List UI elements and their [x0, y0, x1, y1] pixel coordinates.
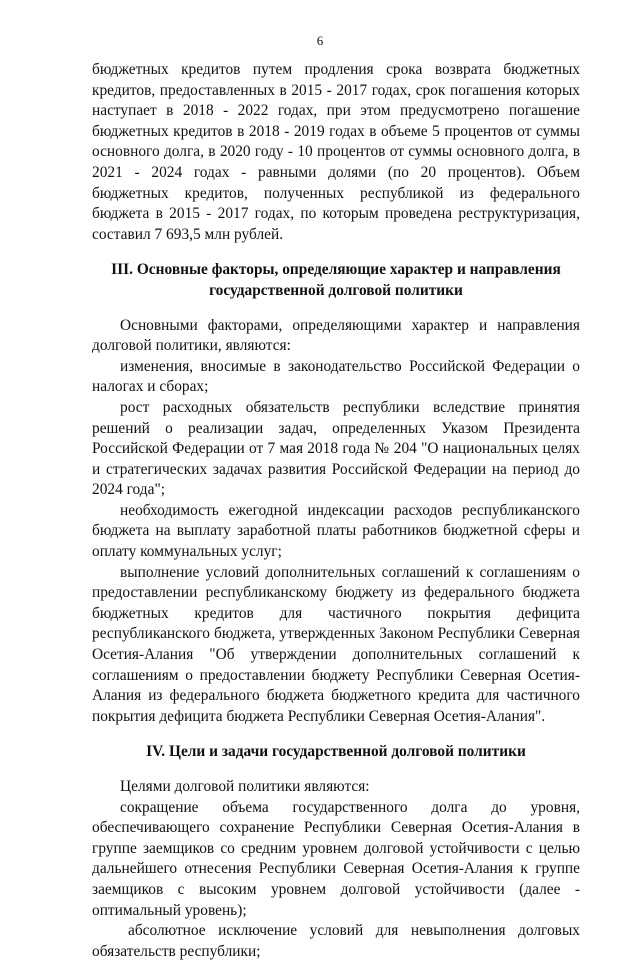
section-3-intro: Основными факторами, определяющими характер и направления долговой политики, являются: — [92, 316, 580, 355]
page-number: 6 — [316, 33, 324, 48]
section-4-item: сокращение объема государственного долга до уровня, обеспечивающего сохранение Республики Северная Осетия-Алания в группе заемщиков со средним уровнем долговой устойчивости с целью дальнейшего отнесения Республики Северная Осетия-Алания к группе заемщиков с высоким уровнем долговой устойчивости (далее - оптимальный уровень); — [92, 798, 580, 919]
section-3-heading — [92, 260, 580, 301]
section-3-heading-line-2: государственной долговой политики — [209, 281, 463, 299]
section-3-item: изменения, вносимые в законодательство Российской Федерации о налогах и сборах; — [92, 357, 580, 396]
document-body — [92, 60, 580, 962]
section-4-intro: Целями долговой политики являются: — [120, 778, 370, 795]
section-4-heading: IV. Цели и задачи государственной долговой политики — [146, 743, 526, 761]
section-3-heading-line-1: III. Основные факторы, определяющие характер и направления — [111, 261, 561, 279]
section-4-item: абсолютное исключение условий для невыполнения долговых обязательств республики; — [92, 922, 580, 960]
section-3-item: необходимость ежегодной индексации расходов республиканского бюджета на выплату заработной платы работников бюджетной сферы и оплату коммунальных услуг; — [92, 501, 580, 561]
section-3-item: рост расходных обязательств республики вследствие принятия решений о реализации задач, определенных Указом Президента Российской Федерации от 7 мая 2018 года № 204 "О национальных целях и стратегических задачах развития Российской Федерации на период до 2024 года"; — [92, 398, 580, 499]
section-3-item: выполнение условий дополнительных соглашений к соглашениям о предоставлении республиканскому бюджету из федерального бюджета бюджетных кредитов для частичного покрытия дефицита республиканского бюджета, утвержденных Законом Республики Северная Осетия-Алания "Об утверждении дополнительных соглашений к соглашениям о предоставлении бюджету Республики Северная Осетия-Алания из федерального бюджета бюджетного кредита для частичного покрытия дефицита бюджета Республики Северная Осетия-Алания". — [92, 563, 580, 725]
paragraph-continuation: бюджетных кредитов путем продления срока возврата бюджетных кредитов, предоставленных в 2015 - 2017 годах, срок погашения которых наступает в 2018 - 2022 годах, при этом предусмотрено погашение бюджетных кредитов в 2018 - 2019 годах в объеме 5 процентов от суммы основного долга, в 2020 году - 10 процентов от суммы основного долга, в 2021 - 2024 годах - равными долями (по 20 процентов). Объем бюджетных кредитов, полученных республикой из федерального бюджета в 2015 - 2017 годах, по которым проведена реструктуризация, составил 7 693,5 млн рублей. — [92, 61, 580, 243]
